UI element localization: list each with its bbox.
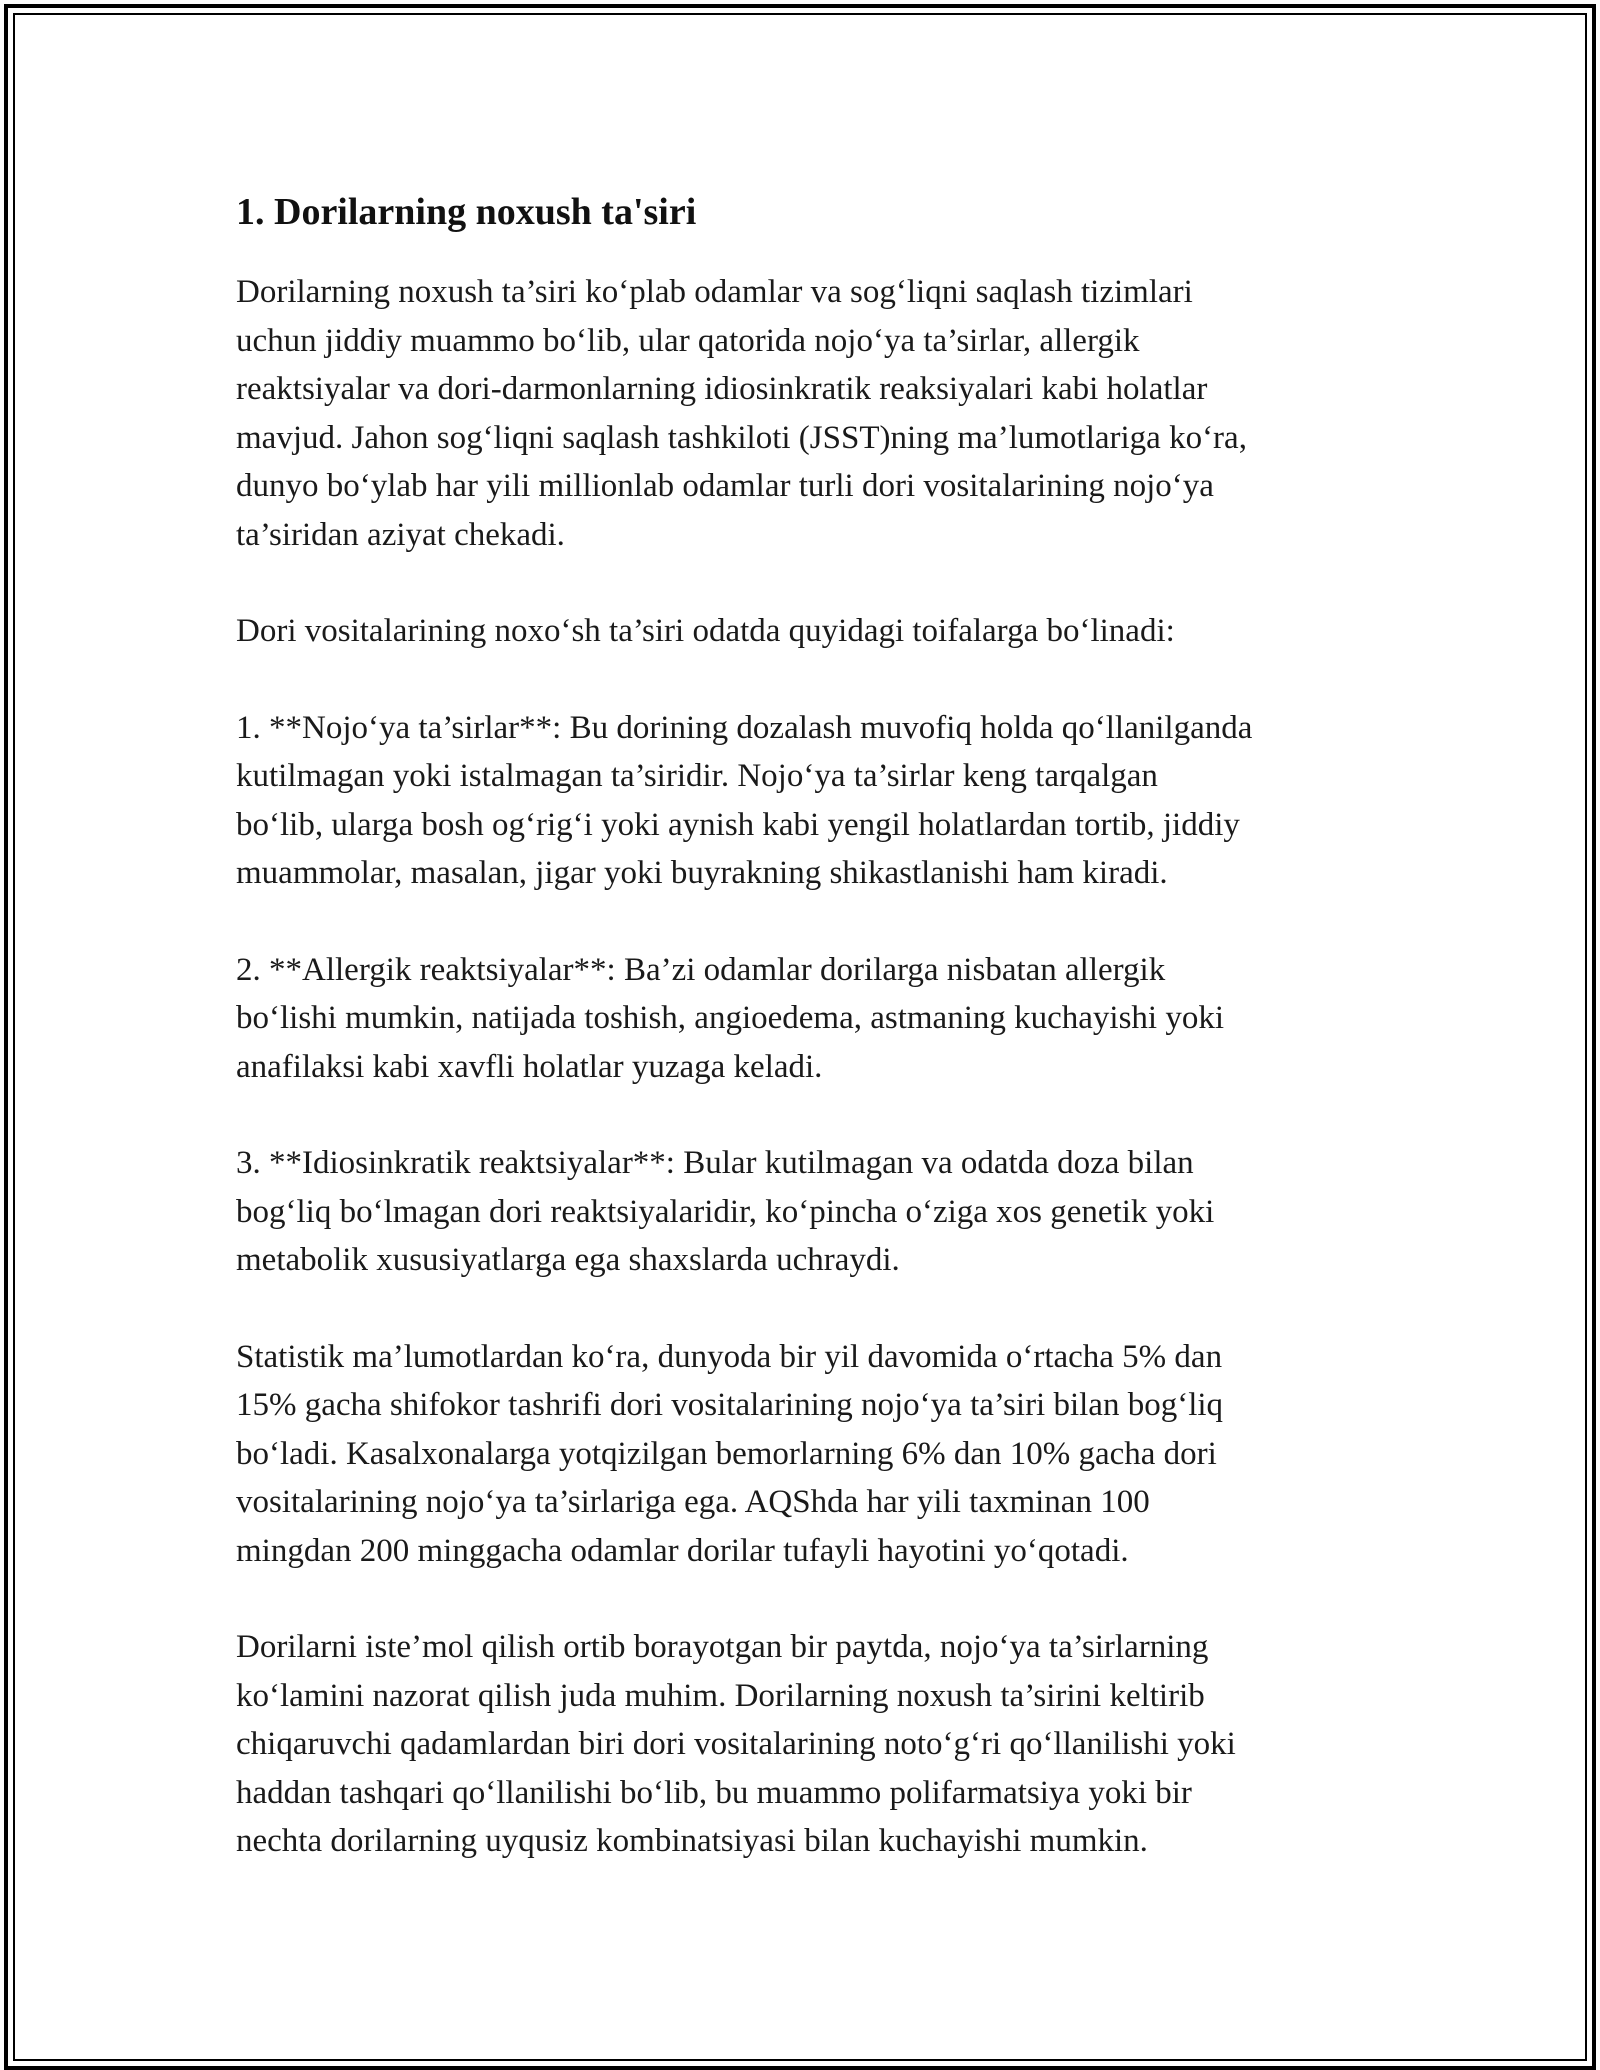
list-item-side-effects: 1. **Nojo‘ya ta’sirlar**: Bu dorining dozalash muvofiq holda qo‘llanilganda kutilmagan yoki istalmagan ta’siridir. Nojo‘ya ta’sirlar keng tarqalgan bo‘lib, ularga bosh og‘rig‘i yoki aynish kabi yengil holatlardan tortib, jiddiy muammolar, masalan, jigar yoki buyrakning shikastlanishi ham kiradi.	[236, 709, 1253, 891]
document-body	[236, 186, 1386, 1914]
list-item-idiosyncratic-reactions: 3. **Idiosinkratik reaktsiyalar**: Bular kutilmagan va odatda doza bilan bog‘liq bo‘lmagan dori reaktsiyalaridir, ko‘pincha o‘ziga xos genetik yoki metabolik xususiyatlarga ega shaxslarda uchraydi.	[236, 1145, 1215, 1278]
paragraph-statistics: Statistik ma’lumotlardan ko‘ra, dunyoda bir yil davomida o‘rtacha 5% dan 15% gacha shifokor tashrifi dori vositalarining nojo‘ya ta’siri bilan bog‘liq bo‘ladi. Kasalxonalarga yotqizilgan bemorlarning 6% dan 10% gacha dori vositalarining nojo‘ya ta’sirlariga ega. AQShda har yili taxminan 100 mingdan 200 minggacha odamlar dorilar tufayli hayotini yo‘qotadi.	[236, 1338, 1224, 1569]
section-heading: 1. Dorilarning noxush ta'siri	[236, 191, 697, 233]
list-item-allergic-reactions: 2. **Allergik reaktsiyalar**: Ba’zi odamlar dorilarga nisbatan allergik bo‘lishi mumkin, natijada toshish, angioedema, astmaning kuchayishi yoki anafilaksi kabi xavfli holatlar yuzaga keladi.	[236, 951, 1225, 1085]
paragraph-categories-intro: Dori vositalarining noxo‘sh ta’siri odatda quyidagi toifalarga bo‘linadi:	[236, 613, 1175, 649]
paragraph-conclusion: Dorilarni iste’mol qilish ortib borayotgan bir paytda, nojo‘ya ta’sirlarning ko‘lamini nazorat qilish juda muhim. Dorilarning noxush ta’sirini keltirib chiqaruvchi qadamlardan biri dori vositalarining noto‘g‘ri qo‘llanilishi yoki haddan tashqari qo‘llanilishi bo‘lib, bu muammo polifarmatsiya yoki bir nechta dorilarning uyqusiz kombinatsiyasi bilan kuchayishi mumkin.	[236, 1629, 1236, 1859]
paragraph-intro: Dorilarning noxush ta’siri ko‘plab odamlar va sog‘liqni saqlash tizimlari uchun jiddiy muammo bo‘lib, ular qatorida nojo‘ya ta’sirlar, allergik reaktsiyalar va dori-darmonlarning idiosinkratik reaksiyalari kabi holatlar mavjud. Jahon sog‘liqni saqlash tashkiloti (JSST)ning ma’lumotlariga ko‘ra, dunyo bo‘ylab har yili millionlab odamlar turli dori vositalarining nojo‘ya ta’siridan aziyat chekadi.	[236, 274, 1247, 553]
